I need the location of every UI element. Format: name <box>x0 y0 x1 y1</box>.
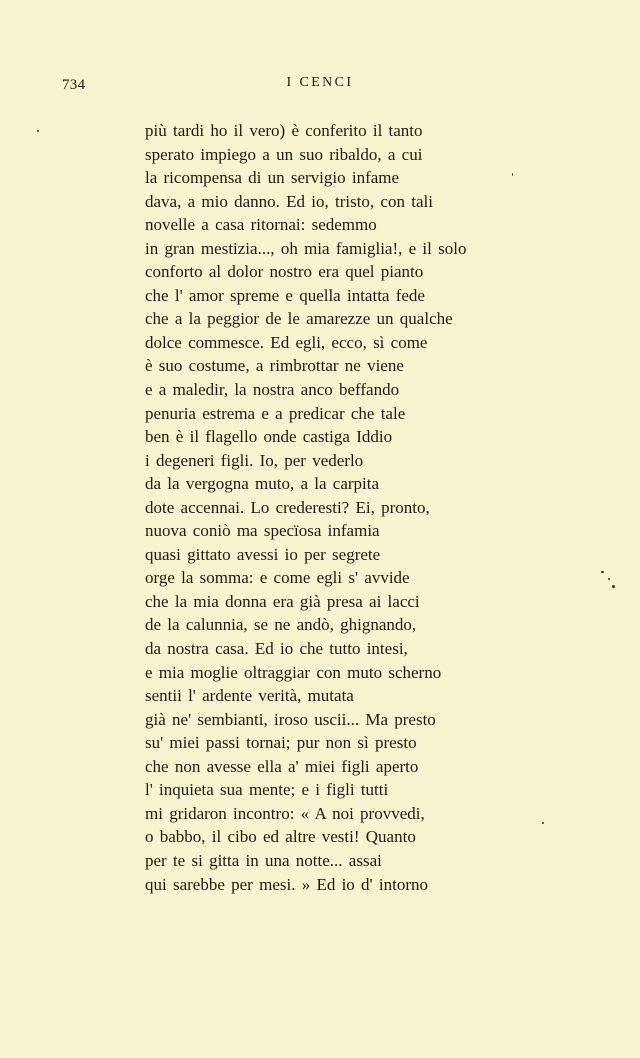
verse-line: la ricompensa di un servigio infame <box>145 168 400 188</box>
verse-line: da nostra casa. Ed io che tutto intesi, <box>145 639 408 659</box>
verse-line: che a la peggior de le amarezze un qualche <box>145 309 453 329</box>
verse-line: è suo costume, a rimbrottar ne viene <box>145 356 404 376</box>
verse-line: o babbo, il cibo ed altre vesti! Quanto <box>145 827 416 847</box>
verse-line: per te si gitta in una notte... assai <box>145 850 382 870</box>
verse-line: che non avesse ella a' miei figli aperto <box>145 756 419 776</box>
verse-line: l' inquieta sua mente; e i figli tutti <box>145 780 389 800</box>
verse-line: e a maledir, la nostra anco beffando <box>145 380 400 400</box>
verse-line: dolce commesce. Ed egli, ecco, sì come <box>145 332 428 352</box>
verse-line: mi gridaron incontro: « A noi provvedi, <box>145 803 425 823</box>
verse-line: già ne' sembianti, iroso uscii... Ma presto <box>145 709 436 729</box>
verse-line: de la calunnia, se ne andò, ghignando, <box>145 615 417 635</box>
verse-line: che l' amor spreme e quella intatta fede <box>145 285 425 305</box>
paper-speck <box>512 173 513 176</box>
verse-line: sentii l' ardente verità, mutata <box>145 686 354 706</box>
verse-line: orge la somma: e come egli s' avvide <box>145 568 410 588</box>
verse-line: più tardi ho il vero) è conferito il tanto <box>145 121 423 140</box>
verse-line: ben è il flagello onde castiga Iddio <box>145 427 393 447</box>
running-head: I CENCI <box>286 75 354 90</box>
paper-speck <box>608 578 610 580</box>
page-number: 734 <box>62 77 86 93</box>
verse-line: novelle a casa ritornai: sedemmo <box>145 215 377 235</box>
verse-line: dote accennai. Lo crederesti? Ei, pronto, <box>145 497 430 517</box>
verse-line: penuria estrema e a predicar che tale <box>145 403 406 423</box>
verse-line: da la vergogna muto, a la carpita <box>145 474 380 494</box>
paper-speck <box>601 571 604 573</box>
paper-speck <box>37 130 39 132</box>
verse-line: dava, a mio danno. Ed io, tristo, con tali <box>145 191 433 211</box>
verse-line: sperato impiego a un suo ribaldo, a cui <box>145 144 423 164</box>
paper-speck <box>612 585 615 588</box>
verse-line: conforto al dolor nostro era quel pianto <box>145 262 424 282</box>
verse-text <box>145 119 505 896</box>
paper-speck <box>542 822 544 824</box>
verse-line: in gran mestizia..., oh mia famiglia!, e il solo <box>145 238 467 258</box>
verse-line: quasi gittato avessi io per segrete <box>145 544 381 564</box>
verse-line: i degeneri figli. Io, per vederlo <box>145 450 364 470</box>
verse-line: su' miei passi tornai; pur non sì presto <box>145 733 417 753</box>
verse-line: che la mia donna era già presa ai lacci <box>145 591 420 611</box>
verse-line: e mia moglie oltraggiar con muto scherno <box>145 662 442 682</box>
verse-line: qui sarebbe per mesi. » Ed io d' intorno <box>145 874 428 894</box>
verse-line: nuova coniò ma specïosa infamia <box>145 521 380 541</box>
